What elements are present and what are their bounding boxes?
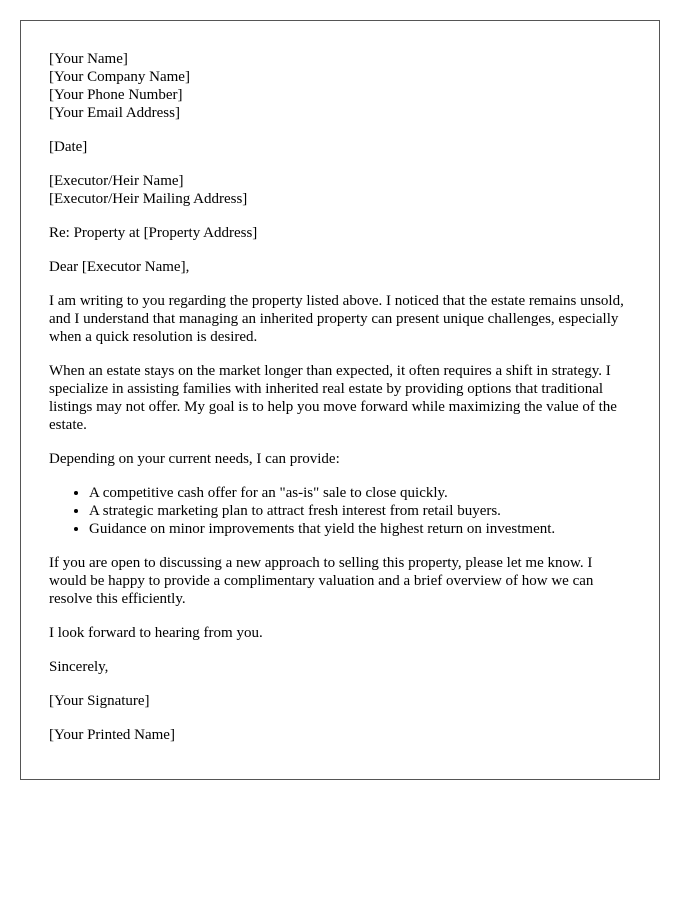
body-paragraph-discussion: If you are open to discussing a new approach to selling this property, please let me know. I would be happy to provide a complimentary valuation and a brief overview of how we can resolve this efficiently. — [49, 555, 594, 607]
sender-block — [49, 50, 631, 122]
list-item: • Guidance on minor improvements that yield the highest return on investment. — [89, 520, 631, 538]
signature-placeholder: [Your Signature] — [49, 693, 150, 709]
body-paragraph-intro: I am writing to you regarding the property listed above. I noticed that the estate remains unsold, and I understand that managing an inherited property can present unique challenges, especially when a quick resolution is desired. — [49, 293, 624, 345]
printed-name: [Your Printed Name] — [49, 727, 175, 743]
date-block — [49, 138, 631, 156]
salutation: Dear [Executor Name], — [49, 259, 190, 275]
recipient-name: [Executor/Heir Name] — [49, 173, 184, 189]
subject-line: Re: Property at [Property Address] — [49, 225, 258, 241]
offerings-list — [49, 484, 631, 538]
body-paragraph-options-lead: Depending on your current needs, I can provide: — [49, 451, 340, 467]
letter-page — [20, 20, 660, 780]
recipient-address: [Executor/Heir Mailing Address] — [49, 191, 248, 207]
sender-company: [Your Company Name] — [49, 69, 190, 85]
body-paragraph-strategy: When an estate stays on the market longer than expected, it often requires a shift in strategy. I specialize in assisting families with inherited real estate by providing options that traditional listings may not offer. My goal is to help you move forward while maximizing the value of the estate. — [49, 363, 617, 433]
letter-date: [Date] — [49, 139, 88, 155]
sender-name: [Your Name] — [49, 51, 128, 67]
body-paragraph-lookforward: I look forward to hearing from you. — [49, 625, 263, 641]
sender-phone: [Your Phone Number] — [49, 87, 183, 103]
signoff: Sincerely, — [49, 659, 109, 675]
list-item: • A competitive cash offer for an "as-is" sale to close quickly. — [89, 484, 631, 502]
sender-email: [Your Email Address] — [49, 105, 180, 121]
recipient-block — [49, 172, 631, 208]
list-item: • A strategic marketing plan to attract fresh interest from retail buyers. — [89, 502, 631, 520]
